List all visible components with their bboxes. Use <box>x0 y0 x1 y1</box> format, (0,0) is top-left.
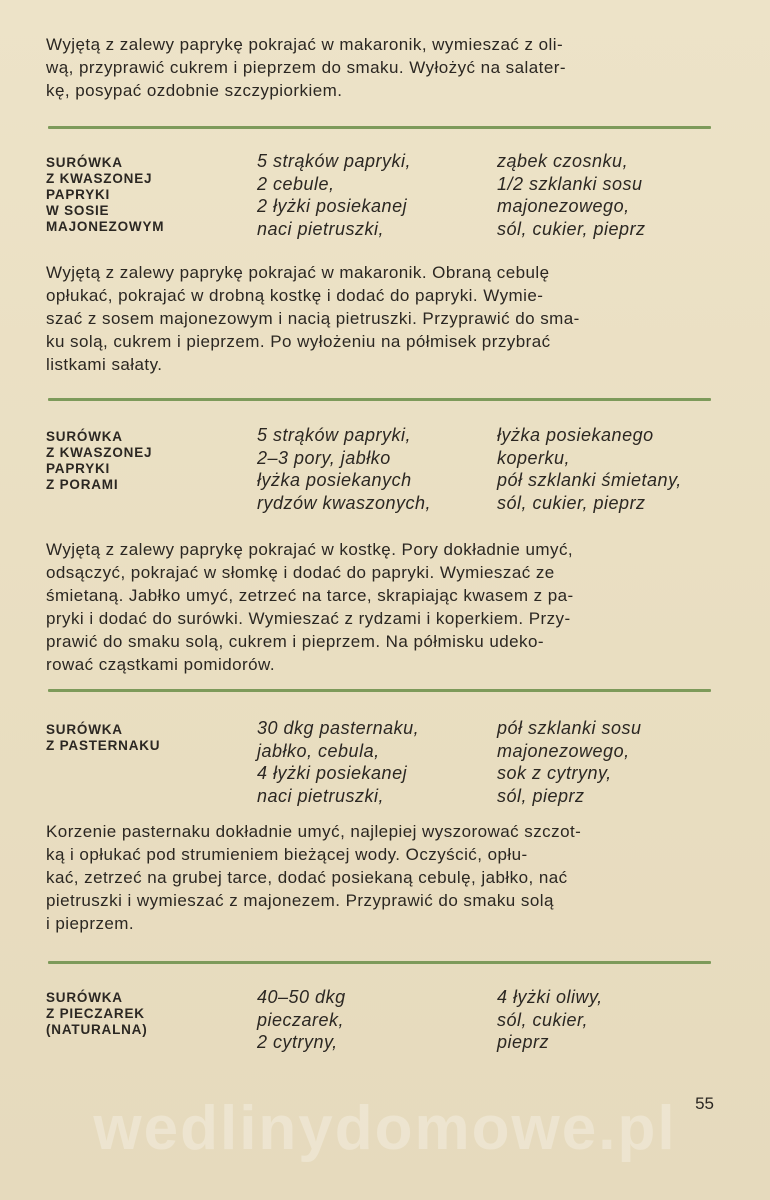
recipe-title: SURÓWKA Z PIECZAREK (NATURALNA) <box>46 990 148 1037</box>
ingredients-column-1: 5 strąków papryki, 2–3 pory, jabłko łyżka posiekanych rydzów kwaszonych, <box>257 425 432 513</box>
ingredients-column-2: ząbek czosnku, 1/2 szklanki sosu majonezowego, sól, cukier, pieprz <box>497 151 646 239</box>
recipe-title: SURÓWKA Z KWASZONEJ PAPRYKI Z PORAMI <box>46 429 153 492</box>
recipe-title: SURÓWKA Z PASTERNAKU <box>46 722 161 753</box>
ingredients-column-2: pół szklanki sosu majonezowego, sok z cytryny, sól, pieprz <box>497 718 642 806</box>
section-divider <box>48 398 711 401</box>
page-number: 55 <box>695 1094 714 1113</box>
section-divider <box>48 126 711 129</box>
recipe-title: SURÓWKA Z KWASZONEJ PAPRYKI W SOSIE MAJONEZOWYM <box>46 155 165 234</box>
ingredients-column-2: 4 łyżki oliwy, sól, cukier, pieprz <box>497 987 603 1052</box>
section-divider <box>48 961 711 964</box>
ingredients-column-1: 30 dkg pasternaku, jabłko, cebula, 4 łyżki posiekanej naci pietruszki, <box>257 718 420 806</box>
recipe-instructions: Wyjętą z zalewy paprykę pokrajać w makaronik. Obraną cebulę opłukać, pokrajać w drobną kostkę i dodać do papryki. Wymie- szać z sosem majonezowym i nacią pietruszki. Przyprawić do sma- ku solą, cukrem i pieprzem. Po wyłożeniu na półmisek przybrać listkami sałaty. <box>46 263 580 374</box>
intro-paragraph: Wyjętą z zalewy paprykę pokrajać w makaronik, wymieszać z oli- wą, przyprawić cukrem i pieprzem do smaku. Wyłożyć na salater- kę, posypać ozdobnie szczypiorkiem. <box>46 35 566 100</box>
ingredients-column-1: 5 strąków papryki, 2 cebule, 2 łyżki posiekanej naci pietruszki, <box>257 151 412 239</box>
ingredients-column-1: 40–50 dkg pieczarek, 2 cytryny, <box>257 987 346 1052</box>
recipe-instructions: Wyjętą z zalewy paprykę pokrajać w kostkę. Pory dokładnie umyć, odsączyć, pokrajać w słomkę i dodać do papryki. Wymieszać ze śmietaną. Jabłko umyć, zetrzeć na tarce, skrapiając kwasem z pa- pryki i dodać do surówki. Wymieszać z rydzami i koperkiem. Przy- prawić do smaku solą, cukrem i pieprzem. Na półmisku udeko- rować cząstkami pomidorów. <box>46 540 574 674</box>
watermark: wedlinydomowe.pl <box>93 1094 677 1163</box>
ingredients-column-2: łyżka posiekanego koperku, pół szklanki śmietany, sól, cukier, pieprz <box>497 425 682 513</box>
section-divider <box>48 689 711 692</box>
recipe-instructions: Korzenie pasternaku dokładnie umyć, najlepiej wyszorować szczot- ką i opłukać pod strumieniem bieżącej wody. Oczyścić, opłu- kać, zetrzeć na grubej tarce, dodać posiekaną cebulę, jabłko, nać pietruszki i wymieszać z majonezem. Przyprawić do smaku solą i pieprzem. <box>46 822 582 933</box>
